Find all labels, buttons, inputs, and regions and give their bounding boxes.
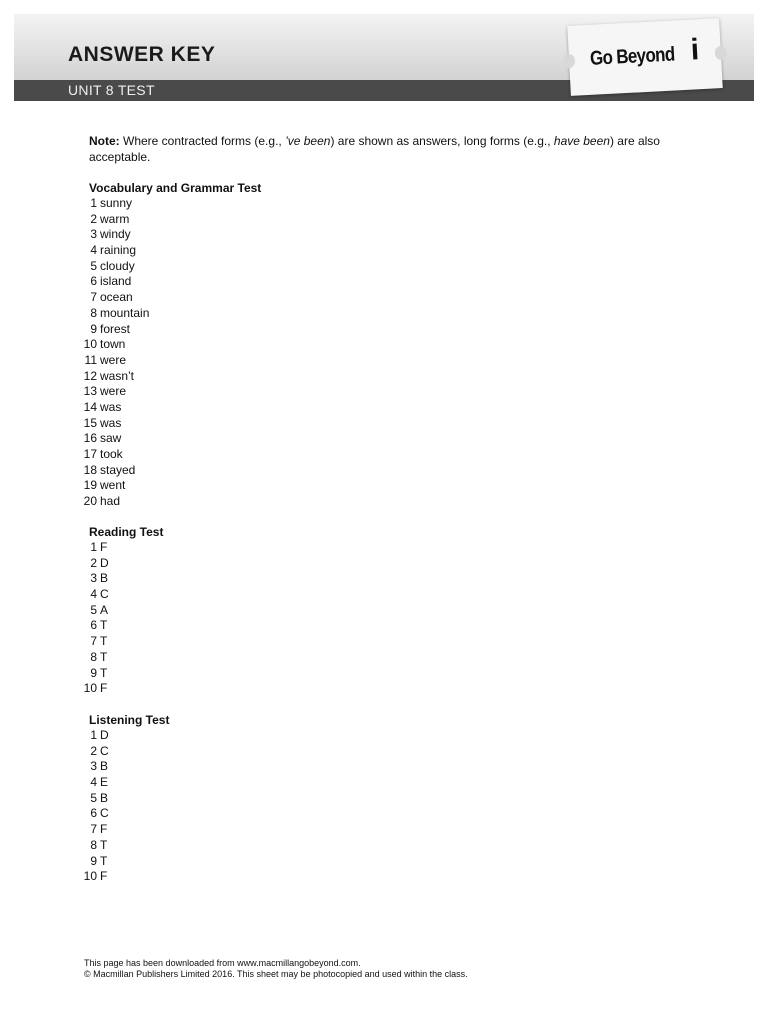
answer-number: 4 (90, 243, 97, 258)
answer-item (80, 416, 149, 432)
answer-number: 4 (90, 587, 97, 602)
answer-number: 7 (90, 634, 97, 649)
answer-item (80, 447, 149, 463)
answer-text: T (100, 649, 108, 664)
answer-text: island (100, 274, 132, 289)
answer-list-vocabulary (80, 196, 149, 510)
answer-text: T (100, 837, 108, 852)
answer-number: 6 (90, 274, 97, 289)
answer-number: 10 (83, 869, 97, 884)
answer-number: 1 (90, 728, 97, 742)
answer-number: 8 (90, 837, 97, 852)
answer-item (80, 369, 149, 385)
answer-item (80, 854, 109, 870)
answer-text: A (100, 602, 109, 617)
answer-text: C (100, 587, 109, 602)
answer-number: 19 (83, 478, 97, 493)
answer-number: 10 (83, 337, 97, 352)
answer-item (80, 838, 109, 854)
answer-text: C (100, 743, 109, 758)
answer-item (80, 306, 149, 322)
unit-title: UNIT 8 TEST (68, 82, 155, 98)
answer-number: 20 (83, 494, 97, 509)
section-heading-reading: Reading Test (89, 525, 164, 539)
answer-number: 3 (90, 759, 97, 774)
answer-item (80, 666, 109, 682)
answer-text: raining (100, 243, 137, 258)
answer-number: 9 (90, 853, 97, 868)
answer-item (80, 603, 109, 619)
note-label: Note: (89, 134, 120, 148)
answer-number: 12 (83, 368, 97, 383)
answer-number: 11 (84, 352, 97, 367)
answer-item (80, 540, 109, 556)
answer-text: were (100, 384, 127, 399)
answer-number: 16 (83, 431, 97, 446)
answer-text: was (100, 399, 122, 414)
footer-copyright-line: © Macmillan Publishers Limited 2016. This sheet may be photocopied and used within the class. (84, 969, 468, 979)
answer-text: sunny (100, 196, 133, 210)
answer-text: E (100, 775, 109, 790)
answer-item (80, 759, 109, 775)
answer-text: F (100, 681, 108, 696)
answer-number: 6 (90, 806, 97, 821)
note-text-3: ) are also acceptable. (89, 134, 660, 164)
answer-number: 14 (83, 399, 97, 414)
answer-text: cloudy (100, 258, 135, 273)
answer-item (80, 494, 149, 510)
note-example-1: ’ve been (285, 134, 331, 148)
section-heading-listening: Listening Test (89, 713, 170, 727)
note-text-2: ) are shown as answers, long forms (e.g., (330, 134, 554, 148)
answer-item (80, 634, 109, 650)
answer-list-reading (80, 540, 109, 697)
answer-text: D (100, 728, 109, 742)
answer-text: F (100, 822, 108, 837)
answer-item (80, 587, 109, 603)
answer-item (80, 775, 109, 791)
answer-item (80, 556, 109, 572)
answer-list-listening (80, 728, 109, 885)
answer-text: saw (100, 431, 122, 446)
answer-item (80, 791, 109, 807)
answer-text: were (100, 352, 127, 367)
answer-text: took (100, 447, 123, 461)
answer-item (80, 822, 109, 838)
answer-item (80, 869, 109, 885)
answer-item (80, 353, 149, 369)
answer-number: 2 (90, 743, 97, 758)
go-beyond-logo (567, 18, 722, 96)
answer-number: 2 (90, 555, 97, 570)
answer-text: C (100, 806, 109, 821)
answer-item (80, 322, 149, 338)
answer-number: 15 (83, 415, 97, 430)
answer-text: had (100, 494, 121, 509)
answer-item (80, 728, 109, 744)
answer-number: 7 (90, 822, 97, 837)
answer-item (80, 571, 109, 587)
answer-number: 7 (90, 290, 97, 305)
answer-number: 1 (90, 196, 97, 210)
answer-item (80, 259, 149, 275)
answer-item (80, 243, 149, 259)
logo-text: Go Beyond (589, 43, 676, 70)
answer-item (80, 463, 149, 479)
answer-text: T (100, 618, 108, 633)
footer-download-line: This page has been downloaded from www.macmillangobeyond.com. (84, 958, 361, 968)
answer-text: F (100, 540, 108, 554)
answer-text: forest (100, 321, 131, 336)
answer-text: T (100, 853, 108, 868)
note-paragraph (89, 134, 689, 165)
answer-text: D (100, 555, 109, 570)
answer-text: warm (100, 211, 130, 226)
answer-number: 6 (90, 618, 97, 633)
answer-number: 3 (90, 571, 97, 586)
answer-item (80, 212, 149, 228)
answer-item (80, 274, 149, 290)
answer-item (80, 681, 109, 697)
answer-text: went (100, 478, 126, 493)
answer-text: B (100, 759, 109, 774)
answer-item (80, 744, 109, 760)
answer-number: 8 (90, 305, 97, 320)
answer-number: 5 (90, 602, 97, 617)
answer-item (80, 196, 149, 212)
answer-item (80, 650, 109, 666)
answer-number: 8 (90, 649, 97, 664)
answer-item (80, 227, 149, 243)
answer-text: windy (100, 227, 131, 242)
logo-i-mark: i (689, 33, 700, 67)
answer-item (80, 478, 149, 494)
answer-text: T (100, 634, 108, 649)
footer (84, 958, 468, 980)
answer-text: was (100, 415, 122, 430)
section-heading-vocabulary: Vocabulary and Grammar Test (89, 181, 262, 195)
answer-text: B (100, 790, 109, 805)
answer-text: stayed (100, 462, 136, 477)
answer-item (80, 618, 109, 634)
answer-item (80, 806, 109, 822)
answer-item (80, 431, 149, 447)
answer-text: T (100, 665, 108, 680)
answer-item (80, 337, 149, 353)
answer-number: 3 (90, 227, 97, 242)
answer-number: 4 (90, 775, 97, 790)
note-example-2: have been (553, 134, 610, 148)
answer-number: 13 (83, 384, 97, 399)
answer-text: ocean (100, 290, 133, 305)
answer-text: mountain (100, 305, 150, 320)
answer-text: F (100, 869, 108, 884)
answer-item (80, 290, 149, 306)
answer-text: B (100, 571, 109, 586)
answer-item (80, 400, 149, 416)
answer-number: 5 (90, 790, 97, 805)
answer-number: 2 (90, 211, 97, 226)
page-title: ANSWER KEY (68, 43, 216, 66)
note-text-1: Where contracted forms (e.g., (119, 134, 286, 148)
answer-number: 9 (90, 665, 97, 680)
answer-number: 10 (83, 681, 97, 696)
answer-item (80, 384, 149, 400)
answer-text: wasn’t (100, 368, 135, 383)
answer-number: 9 (90, 321, 97, 336)
answer-number: 5 (90, 258, 97, 273)
answer-number: 17 (83, 447, 97, 461)
answer-number: 18 (83, 462, 97, 477)
answer-number: 1 (90, 540, 97, 554)
answer-text: town (100, 337, 126, 352)
